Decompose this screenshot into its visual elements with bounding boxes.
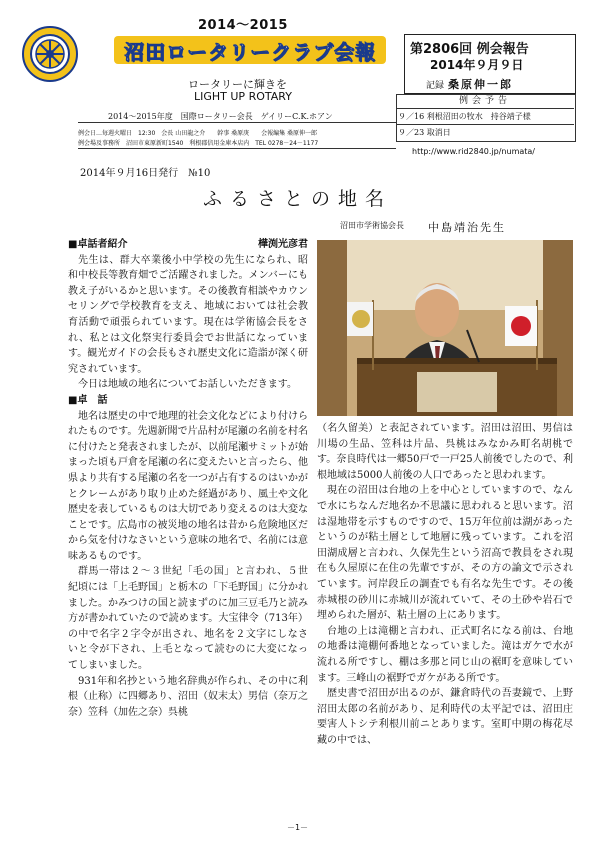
recorder-label: 記録 [426,81,445,91]
right-column [317,421,573,748]
office-info: 例会場及事務所 沼田市東原新町1540 利根郡信用金庫本店内 TEL 0278－24－1177 [78,140,319,147]
page-number: －1－ [286,823,309,832]
speaker-name: 中島靖治先生 [428,221,506,234]
rotary-logo [22,26,78,82]
paragraph: 歴史書で沼田が出るのが、鎌倉時代の吾妻鏡で、上野沼田太郎の名前があり、足利時代の太平記では、沼田庄要害人トシテ利根川前ニとあります。室町中期の梅花尽藏の中では、 [317,688,573,746]
intro-presenter: 樺渕光彦君 [258,239,308,250]
paragraph: 群馬一帯は２～３世紀「毛の国」と言われ、５世紀頃には「上毛野国」と栃木の「下毛野国」に分かれました。かみつけの国と読まずのに加三豆毛乃と読み方が書かれていたので読めます。大宝律令（713年）の中で名字２字令が出され、地名を２文字にしなさいと令が下され、上毛となって読むのに大変になってしまいました。 [68,566,308,672]
club-banner [114,36,386,64]
paragraph: 台地の上は滝棚と言われ、正式町名になる前は、台地の地番は滝棚何番地となっていました。滝はガケで水が流れる所ですし、棚は多那と同じ山の裾町を意味しています。三峰山の裾野でガケがある所です。 [317,625,573,684]
website-url[interactable]: http://www.rid2840.jp/numata/ [412,147,536,156]
intro-heading-line [68,237,308,253]
season-line: 2014～2015年度 国際ロータリー会長 ゲイリーC.K.ホアン [108,112,333,121]
schedule-heading: 例会予告 [396,94,574,109]
divider [78,122,396,123]
divider [78,148,396,149]
speaker-organization: 沼田市学術協会長 [340,221,404,230]
report-date: 2014年９月９日 [430,58,524,72]
paragraph: 地名は歴史の中で地理的社会文化などにより付けられたものです。先週新聞で片品村が尾瀬の名前を村名に付けたと発表されましたが、以前尾瀬サミットが始まった頃も戸倉を尾瀬の名に変えたいと言ったら、他県より共有する尾瀬の名を一つが占有するのはいかがとクレームがあり取り止めた経過があり、風土や文化歴史を表しているものは大切であり変えるのは大変なことです。広島市の被災地の地名は昔から危険地区だから気を付けなさいという意味の地名で、名前には意味あるものです。 [68,410,308,562]
paragraph: 先生は、群大卒業後小中学校の先生になられ、昭和中校長等教育畑でご活躍されました。メンバーにも教え子がいるかと思います。その後教育相談やカウンセリングで学校教育を支え、地域においては社会教育活動で頑張られています。現在は学術協会長をされ、私とは文化祭実行委員会でお世話になっています。観光ガイドの会長もされ歴史文化に造詣が深く研究されています。 [68,254,308,375]
recorder-name: 桑原伸一郎 [448,78,514,91]
paragraph: （名久留美）と表記されています。沼田は沼田、男信は川場の生品、笠科は片品、呉桃はみなかみ町名胡桃です。奈良時代は一郷50戸で一戸25人前後でしたので、利根地域は5000人前後の人口であったと思われます。 [317,423,573,481]
left-column [68,237,308,720]
club-name: 沼田ロータリークラブ会報 [124,39,376,64]
schedule-row: ９／23 取消日 [398,128,451,137]
schedule-row: ９／16 利根沼田の牧水 持谷靖子様 [398,112,531,121]
recorder [426,76,513,92]
paragraph: 今日は地域の地名についてお話しいただきます。 [78,379,297,391]
report-number: 第2806回 例会報告 [410,42,529,57]
slogan-english: LIGHT UP ROTARY [194,90,292,103]
fiscal-years: 2014～2015 [198,18,288,33]
article-title: ふるさとの地名 [202,188,392,210]
paragraph: 現在の沼田は台地の上を中心としていますので、なんで水にちなんだ地名か不思議に思われると思います。沼は湿地帯を示すものですので、15万年位前は湖があったというのが粘土層として地層に残っています。これを沼田湖成層と言われ、久保先生という沼高で教員をされ現在も久屋原に在住の先輩ですが、その方の論文で示されています。河岸段丘の調査でも有名な先生です。その後赤城根の砂川に赤城川が流れていて、その土砂や岩石で埋められた層が、粘土層の上にあります。 [317,485,573,622]
talk-heading: ■卓 話 [68,394,108,406]
slogan-japanese: ロータリーに輝きを [188,78,287,91]
speaker-photo [317,240,573,416]
intro-heading: ■卓話者紹介 [68,239,128,250]
divider [396,124,574,125]
issue-line: 2014年９月16日発行 №10 [80,168,211,179]
paragraph: 931年和名抄という地名辞典が作られ、その中に利根（止称）に四郷あり、沼田（奴末太）男信（奈万之奈）笠科（加佐之奈）呉桃 [68,675,308,718]
meeting-info: 例会日…毎週火曜日 12:30 会長 山田龍之介 幹事 桑原庚 会報編集 桑原伸一郎 [78,130,318,137]
